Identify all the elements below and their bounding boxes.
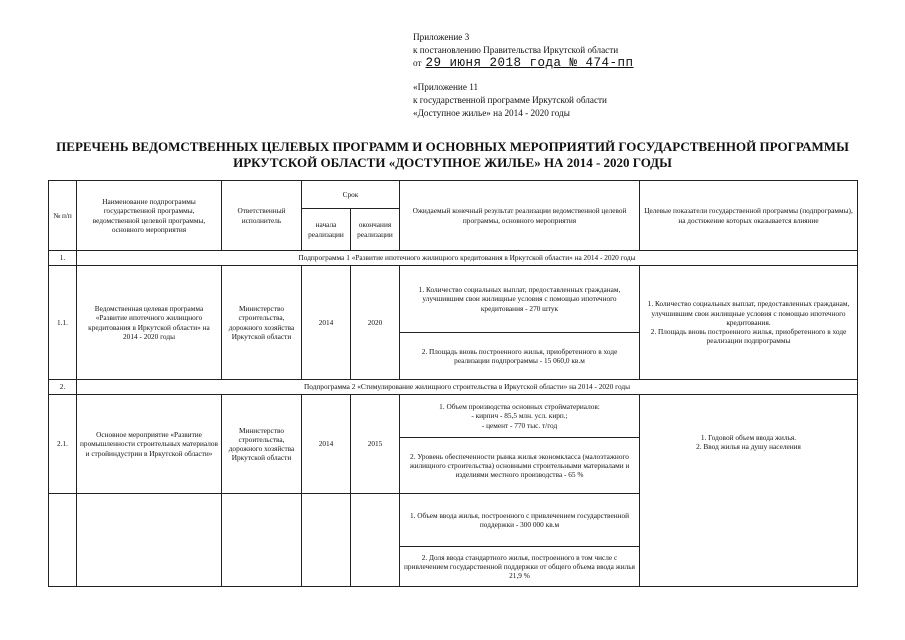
row-num: 1.1. <box>49 266 77 380</box>
table-row <box>49 395 858 438</box>
row-result-1: 1. Количество социальных выплат, предоставленных гражданам, улучшившим свои жилищные условия с помощью ипотечного кредитования - 270 штук <box>400 266 640 333</box>
decree-line <box>413 57 634 70</box>
row-result-2: 2. Площадь вновь построенного жилья, приобретенного в ходе реализации подпрограммы - 15 060,0 кв.м <box>400 333 640 380</box>
row-result-1: 1. Объем ввода жилья, построенного с привлечением государственной поддержки - 300 000 кв.м <box>400 494 640 547</box>
row-name: Основное мероприятие «Развитие промышленности строительных материалов и стройиндустрии в Иркутской области» <box>77 395 222 494</box>
subprogram-row <box>49 251 858 266</box>
header-result: Ожидаемый конечный результат реализации ведомственной целевой программы, основного мероприятия <box>400 181 640 251</box>
program-table <box>48 180 858 587</box>
row-start: 2014 <box>302 266 351 380</box>
row-end-empty <box>351 494 400 587</box>
appendix2-label: «Приложение 11 <box>413 81 479 92</box>
header-num: № п/п <box>49 181 77 251</box>
row-num: 2.1. <box>49 395 77 494</box>
table-header-row <box>49 181 858 209</box>
title-line-2: ИРКУТСКОЙ ОБЛАСТИ «ДОСТУПНОЕ ЖИЛЬЕ» НА 2014 - 2020 ГОДЫ <box>233 155 672 170</box>
row-indicators: 1. Количество социальных выплат, предоставленных гражданам, улучшившим свои жилищные условия с помощью ипотечного кредитования. 2. Площадь вновь построенного жилья, приобретенного в ходе реализации подпрограммы <box>640 266 858 380</box>
decree-reference: к постановлению Правительства Иркутской области <box>413 45 619 56</box>
row-start-empty <box>302 494 351 587</box>
row-result-1: 1. Объем производства основных стройматериалов: - кирпич - 85,5 млн. усл. кирп.; - цемент - 770 тыс. т/год <box>400 395 640 438</box>
subprogram-num: 2. <box>49 380 77 395</box>
row-executor: Министерство строительства, дорожного хозяйства Иркутской области <box>222 266 302 380</box>
row-executor-empty <box>222 494 302 587</box>
header-executor: Ответственный исполнитель <box>222 181 302 251</box>
subprogram-title: Подпрограмма 1 «Развитие ипотечного жилищного кредитования в Иркутской области» на 2014 - 2020 годы <box>77 251 858 266</box>
row-end: 2015 <box>351 395 400 494</box>
subprogram-num: 1. <box>49 251 77 266</box>
decree-date: 29 июня 2018 года № 474-пп <box>425 56 634 71</box>
row-end: 2020 <box>351 266 400 380</box>
row-indicators: 1. Годовой объем ввода жилья. 2. Ввод жилья на душу населения <box>640 395 858 587</box>
title-line-1: ПЕРЕЧЕНЬ ВЕДОМСТВЕННЫХ ЦЕЛЕВЫХ ПРОГРАММ И ОСНОВНЫХ МЕРОПРИЯТИЙ ГОСУДАРСТВЕННОЙ ПРОГРАММЫ <box>56 139 849 154</box>
header-indicators: Целевые показатели государственной программы (подпрограммы), на достижение которых оказывается влияние <box>640 181 858 251</box>
row-name: Ведомственная целевая программа «Развитие ипотечного жилищного кредитования в Иркутской области» на 2014 - 2020 годы <box>77 266 222 380</box>
page-title <box>20 139 885 171</box>
row-result-2: 2. Уровень обеспеченности рынка жилья экономкласса (малоэтажного жилищного строительства) основными строительными материалами и изделиями местного производства - 65 % <box>400 438 640 494</box>
header-end: окончания реализации <box>351 209 400 251</box>
table-row <box>49 266 858 333</box>
subprogram-row <box>49 380 858 395</box>
decree-prefix: от <box>413 58 422 69</box>
program-reference: к государственной программе Иркутской области <box>413 94 607 105</box>
row-start: 2014 <box>302 395 351 494</box>
row-result-2: 2. Доля ввода стандартного жилья, построенного в том числе с привлечением государственной поддержки от общего объема ввода жилья 21,9 % <box>400 547 640 587</box>
header-block <box>413 31 634 120</box>
appendix-label: Приложение 3 <box>413 32 470 42</box>
header-term: Срок <box>302 181 400 209</box>
row-executor: Министерство строительства, дорожного хозяйства Иркутской области <box>222 395 302 494</box>
subprogram-title: Подпрограмма 2 «Стимулирование жилищного строительства в Иркутской области» на 2014 - 2020 годы <box>77 380 858 395</box>
program-name: «Доступное жилье» на 2014 - 2020 годы <box>413 108 570 119</box>
header-name: Наименование подпрограммы государственной программы, ведомственной целевой программы, основного мероприятия <box>77 181 222 251</box>
row-name-empty <box>77 494 222 587</box>
header-start: начала реализации <box>302 209 351 251</box>
row-num-empty <box>49 494 77 587</box>
